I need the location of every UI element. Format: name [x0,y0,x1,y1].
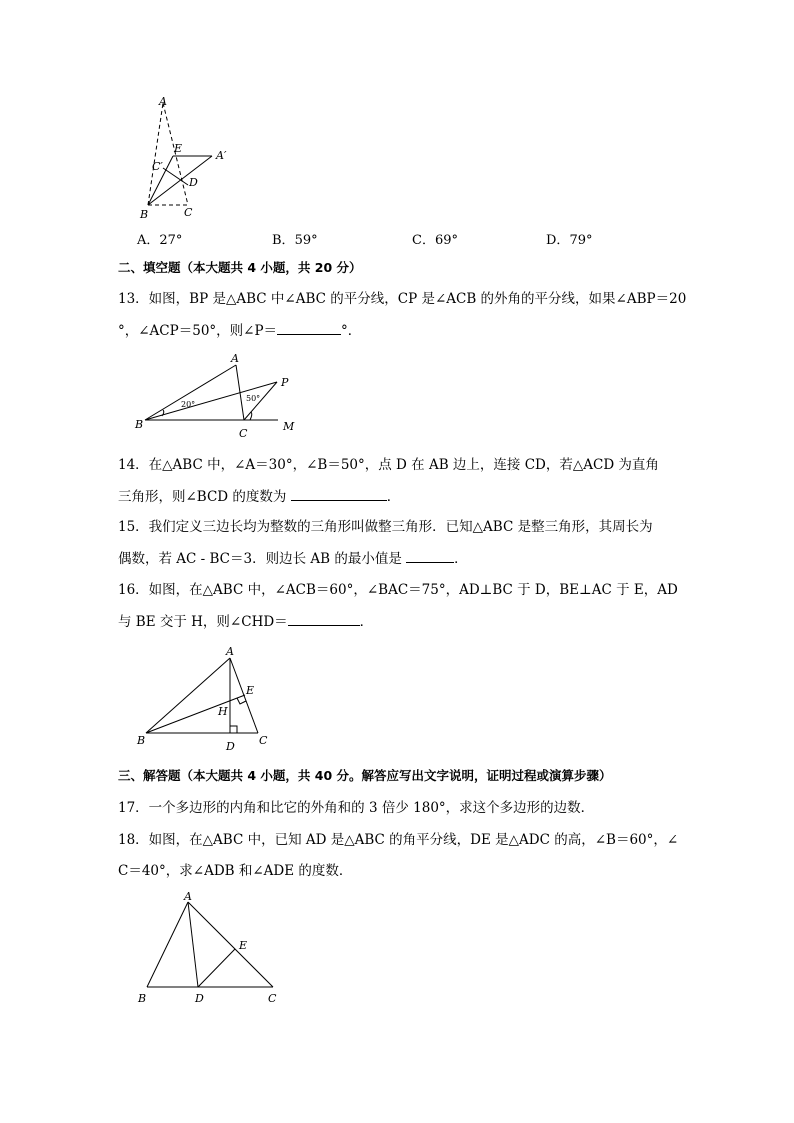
right-angle-mark-E [237,698,246,704]
q18-label-D: D [195,992,204,1005]
option-a [137,229,182,248]
option-a-letter: A． [137,233,160,248]
segment-DE [198,949,235,987]
section-2-title: 二、填空题（本大题共 4 小题，共 20 分） [118,260,362,275]
option-c [412,229,458,248]
segment-BA [145,365,236,420]
q18-line-2: C＝40°，求∠ADB 和∠ADE 的度数． [118,863,353,879]
q18-label-A: A [184,890,192,903]
q16-label-B: B [137,734,146,747]
q16-label-H: H [218,705,228,718]
q14-line-2 [118,486,678,507]
q13-figure [132,350,302,442]
option-d [546,229,592,248]
q16-line-2-text: 与 BE 交于 H，则∠CHD＝ [118,614,288,630]
section-3-title: 三、解答题（本大题共 4 小题，共 40 分。解答应写出文字说明，证明过程或演算步骤） [118,768,612,783]
q16-label-A: A [226,645,234,658]
q15-line-2 [118,548,678,569]
q13-answer-blank[interactable] [277,320,341,335]
q15-line-2-text: 偶数，若 AC - BC＝3．则边长 AB 的最小值是 [118,551,407,567]
q16-label-D: D [226,740,235,753]
q16-label-E: E [246,684,255,697]
segment-C-prime-D [163,168,188,185]
q16-label-C: C [259,734,268,747]
option-b-letter: B． [272,233,295,248]
q16-line-1: 16．如图，在△ABC 中，∠ACB＝60°，∠BAC＝75°，AD⊥BC 于 D，BE⊥AC 于 E，AD [118,582,678,598]
q16-answer-blank[interactable] [288,611,360,626]
q13-line-1: 13．如图，BP 是△ABC 中∠ABC 的平分线，CP 是∠ACB 的外角的平分线，如果∠ABP＝20 [118,291,687,307]
q13-label-A: A [231,352,239,365]
q12-label-E: E [174,142,183,155]
right-angle-mark-D [230,726,237,733]
segment-AD [188,902,198,987]
q14-line-1: 14．在△ABC 中，∠A＝30°，∠B＝50°，点 D 在 AB 边上，连接 CD，若△ACD 为直角 [118,457,659,473]
q16-line-2 [118,611,678,632]
q18-figure [132,888,292,1010]
q13-line-2-text: °，∠ACP＝50°，则∠P＝ [118,323,278,339]
q15-line-2-end: ． [454,551,468,567]
option-d-value: 79° [569,233,593,248]
q12-label-A-prime: A′ [216,149,227,162]
q13-angle-50: 50° [246,394,261,403]
q13-line-2 [118,320,678,341]
segment-BA [147,902,188,987]
q12-label-D: D [189,176,198,189]
q18-label-B: B [138,992,147,1005]
q18-line-1: 18．如图，在△ABC 中，已知 AD 是△ABC 的角平分线，DE 是△ADC 的高，∠B＝60°，∠ [118,832,679,848]
q13-label-P: P [281,376,289,389]
q14-line-2-end: ． [386,489,401,505]
option-b-value: 59° [294,233,318,248]
q14-answer-blank[interactable] [291,486,387,501]
q16-figure [132,642,282,754]
q13-angle-20: 20° [181,400,196,409]
option-c-letter: C． [412,233,435,248]
q12-label-B: B [140,208,149,221]
q15-answer-blank[interactable] [406,548,454,563]
q17-line-1: 17．一个多边形的内角和比它的外角和的 3 倍少 180°，求这个多边形的边数． [118,800,595,816]
q18-label-C: C [268,992,277,1005]
q12-label-C-prime: C′ [152,160,163,173]
q13-label-M: M [283,420,295,433]
q13-label-C: C [239,427,248,440]
option-d-letter: D． [546,233,570,248]
q12-label-C: C [184,206,193,219]
q14-line-2-text: 三角形，则∠BCD 的度数为 [118,489,291,505]
segment-BA [146,658,230,733]
q18-label-E: E [239,939,248,952]
q12-label-A: A [159,95,167,108]
q15-line-1: 15．我们定义三边长均为整数的三角形叫做整三角形．已知△ABC 是整三角形，其周长为 [118,519,653,535]
option-b [272,229,318,248]
option-a-value: 27° [159,233,183,248]
q16-line-2-end: ． [359,614,374,630]
option-c-value: 69° [434,233,458,248]
q13-label-B: B [135,418,144,431]
q12-figure [135,95,245,225]
q13-line-2-end: °． [341,323,362,339]
segment-AC [188,902,273,987]
